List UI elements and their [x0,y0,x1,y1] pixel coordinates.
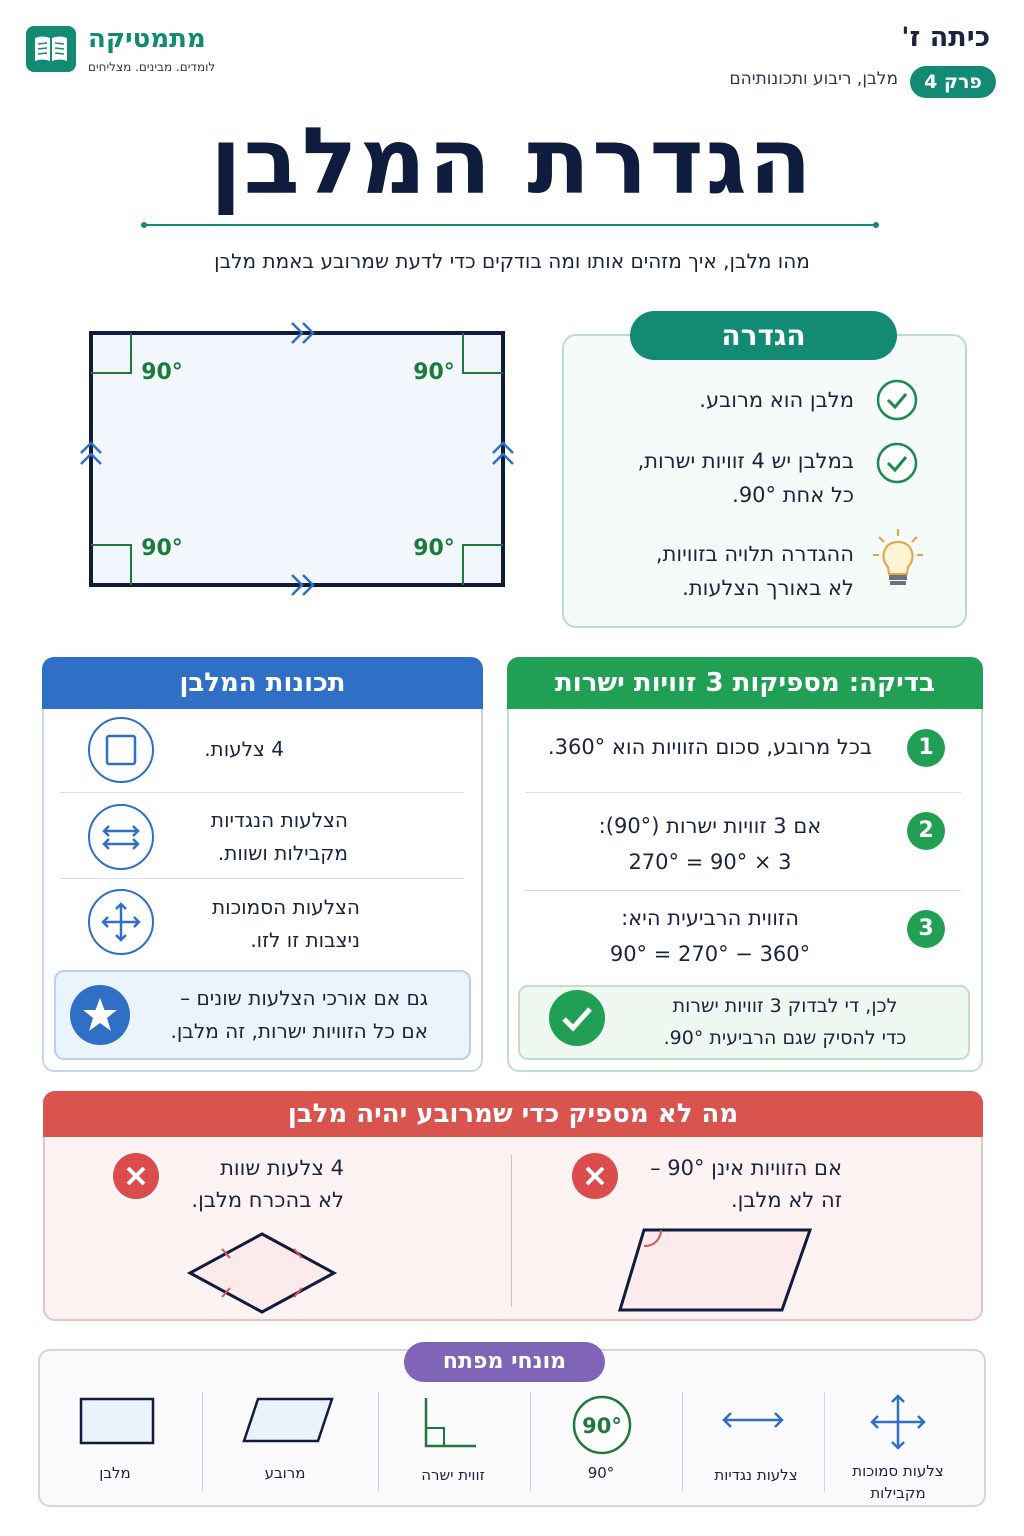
key-term-label: צלעות סמוכות מקבילות [852,1462,944,1502]
divider [824,1392,825,1492]
right-angle-icon [420,1396,480,1452]
divider [525,792,961,793]
double-arrow-icon [88,804,154,870]
definition-heading: הגדרה [630,311,897,360]
star-icon [70,985,130,1045]
check-icon [549,990,605,1046]
brand-tagline: לומדים. מבינים. מצליחים [88,60,216,74]
rhombus-figure [186,1230,338,1316]
check-circle-icon [875,378,919,422]
property-item: הצלעות הנגדיות מקבילות ושוות. [210,808,348,865]
logo [26,26,76,72]
property-note-text: גם אם אורכי הצלעות שונים – אם כל הזוויות ישרות, זה מלבן. [170,986,428,1043]
definition-item: במלבן יש 4 זוויות ישרות, כל אחת 90°. [637,449,854,507]
x-circle-icon [113,1153,159,1199]
definition-item: מלבן הוא מרובע. [699,388,854,412]
check-step: אם 3 זוויות ישרות (90°): 3 × 90° = 270° [598,814,822,874]
check-heading: בדיקה: מספיקות 3 זוויות ישרות [507,657,983,709]
angle-label: 90° [413,536,455,561]
key-term-label: זווית ישרה [421,1466,485,1484]
brand-name: מתמטיקה [88,24,206,54]
angle-label: 90° [413,360,455,385]
cross-arrows-icon [868,1392,928,1452]
check-conclusion-text: לכן, די לבדוק 3 זוויות ישרות כדי להסיק שגם הרביעית 90°. [663,995,907,1049]
page-title: הגדרת המלבן [210,108,814,215]
divider [60,792,464,793]
chapter-title: מלבן, ריבוע ותכונותיהם [729,69,898,89]
not-enough-item: 4 צלעות שוות לא בהכרח מלבן. [191,1156,344,1212]
chapter-badge: פרק 4 [910,66,996,98]
divider [525,890,961,891]
rectangle-icon [78,1396,156,1446]
svg-text:90°: 90° [582,1414,622,1438]
check-step: הזווית הרביעית היא: 360° − 270° = 90° [609,906,811,966]
property-item: הצלעות הסמוכות ניצבות זו לזו. [211,895,360,952]
double-arrow-icon [720,1408,786,1432]
property-item: 4 צלעות. [204,737,284,761]
key-term-label: 90° [587,1464,615,1482]
not-enough-item: אם הזוויות אינן 90° – זה לא מלבן. [650,1156,842,1212]
check-step: בכל מרובע, סכום הזוויות הוא 360°. [547,735,873,759]
divider [378,1392,379,1492]
not-enough-heading: מה לא מספיק כדי שמרובע יהיה מלבן [43,1091,983,1137]
step-number: 3 [907,910,945,948]
title-underline [140,222,880,228]
definition-item: ההגדרה תלויה בזוויות, לא באורך הצלעות. [655,542,854,600]
lightbulb-icon [870,527,926,593]
square-icon [88,717,154,783]
parallelogram-figure [616,1226,816,1314]
key-term-label: מרובע [264,1464,306,1482]
step-number: 2 [907,812,945,850]
step-number: 1 [907,729,945,767]
key-term-label: מלבן [99,1464,131,1482]
divider [682,1392,683,1492]
x-circle-icon [572,1153,618,1199]
cross-arrows-icon [88,889,154,955]
rectangle-figure [70,315,530,605]
check-circle-icon [875,441,919,485]
angle-label: 90° [141,360,183,385]
divider [202,1392,203,1492]
page-subtitle: מהו מלבן, איך מזהים אותו ומה בודקים כדי לדעת שמרובע באמת מלבן [214,249,810,273]
divider [60,878,464,879]
divider [530,1392,531,1492]
grade-label: כיתה ז' [901,22,990,53]
angle-label: 90° [141,536,183,561]
ninety-degree-badge [571,1394,633,1456]
properties-heading: תכונות המלבן [42,657,483,709]
key-term-label: צלעות נגדיות [714,1466,798,1484]
divider [511,1155,512,1307]
parallelogram-icon [240,1396,336,1444]
book-icon [33,34,69,64]
key-terms-heading: מונחי מפתח [404,1342,605,1382]
